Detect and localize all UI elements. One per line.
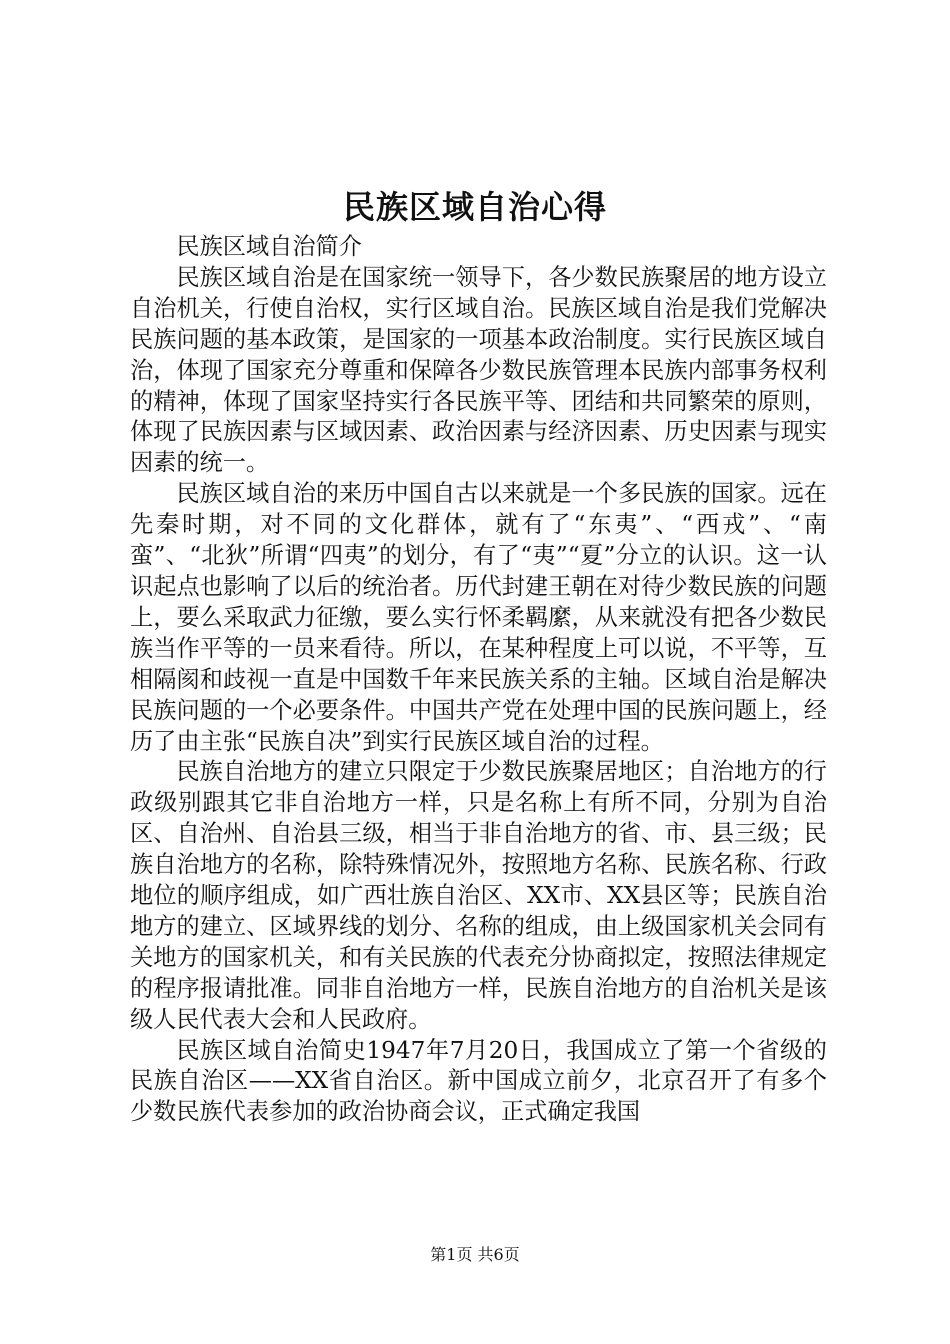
- section-heading: 民族区域自治简介: [176, 233, 362, 260]
- page-footer: 第1页 共6页: [430, 1245, 520, 1264]
- document-body: [130, 232, 827, 1128]
- document-title: 民族区域自治心得: [342, 188, 607, 226]
- paragraph: 民族区域自治是在国家统一领导下，各少数民族聚居的地方设立自治机关，行使自治权，实行区域自治。民族区域自治是我们党解决民族问题的基本政策，是国家的一项基本政治制度。实行民族区域自治，体现了国家充分尊重和保障各少数民族管理本民族内部事务权利的精神，体现了国家坚持实行各民族平等、团结和共同繁荣的原则，体现了民族因素与区域因素、政治因素与经济因素、历史因素与现实因素的统一。: [130, 263, 827, 477]
- paragraph: 民族自治地方的建立只限定于少数民族聚居地区；自治地方的行政级别跟其它非自治地方一样，只是名称上有所不同，分别为自治区、自治州、自治县三级，相当于非自治地方的省、市、县三级；民族自治地方的名称，除特殊情况外，按照地方名称、民族名称、行政地位的顺序组成，如广西壮族自治区、XX市、XX县区等；民族自治地方的建立、区域界线的划分、名称的组成，由上级国家机关会同有关地方的国家机关，和有关民族的代表充分协商拟定，按照法律规定的程序报请批准。同非自治地方一样，民族自治地方的自治机关是该级人民代表大会和人民政府。: [130, 758, 827, 1033]
- paragraph: 民族区域自治简史1947年7月20日，我国成立了第一个省级的民族自治区——XX省自治区。新中国成立前夕，北京召开了有多个少数民族代表参加的政治协商会议，正式确定我国: [130, 1036, 827, 1126]
- paragraph: 民族区域自治的来历中国自古以来就是一个多民族的国家。远在先秦时期，对不同的文化群体，就有了“东夷”、“西戎”、“南蛮”、“北狄”所谓“四夷”的划分，有了“夷”“夏”分立的认识。这一认识起点也影响了以后的统治者。历代封建王朝在对待少数民族的问题上，要么采取武力征缴，要么实行怀柔羁縻，从来就没有把各少数民族当作平等的一员来看待。所以，在某种程度上可以说，不平等，互相隔阂和歧视一直是中国数千年来民族关系的主轴。区域自治是解决民族问题的一个必要条件。中国共产党在处理中国的民族问题上，经历了由主张“民族自决”到实行民族区域自治的过程。: [130, 480, 827, 755]
